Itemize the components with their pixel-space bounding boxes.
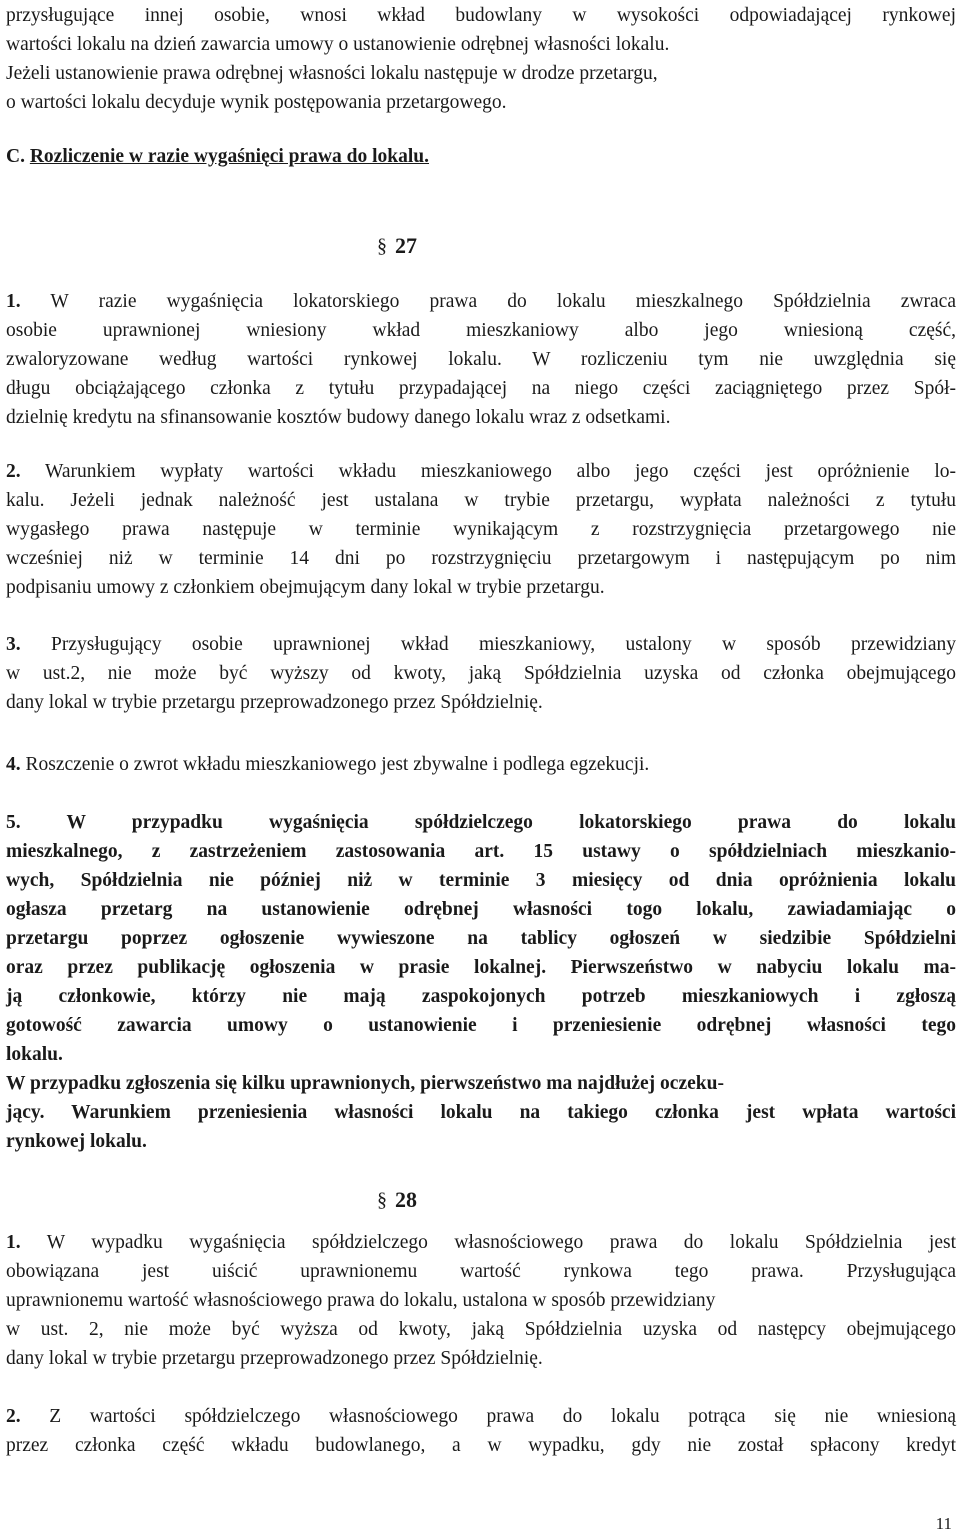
para28-item-1-line: uprawnionemu wartość własnościowego prawa do lokalu, ustalona w sposób przewidziany <box>6 1290 716 1311</box>
para27-item-3-line: dany lokal w trybie przetargu przeprowadzonego przez Spółdzielnię. <box>6 692 543 713</box>
para27-item-5-line: jący. Warunkiem przeniesienia własności lokalu na takiego członka jest wpłata wartości <box>6 1102 956 1123</box>
section-title: Rozliczenie w razie wygaśnięci prawa do lokalu. <box>29 146 430 167</box>
para27-item-2-line: podpisaniu umowy z członkiem obejmującym dany lokal w trybie przetargu. <box>6 577 605 598</box>
para28-item-2-line: 2. Z wartości spółdzielczego własnościowego prawa do lokalu potrąca się nie wniesioną <box>6 1406 956 1427</box>
item-number: 1. <box>6 1232 21 1253</box>
para27-item-5-line: oraz przez publikację ogłoszenia w prasie lokalnej. Pierwszeństwo w nabyciu lokalu ma- <box>6 957 956 978</box>
item-number: 4. <box>6 754 21 775</box>
para27-item-3-line: w ust.2, nie może być wyższy od kwoty, jaką Spółdzielnia uzyska od członka obejmującego <box>6 663 956 684</box>
para28-item-1-line: obowiązana jest uiścić uprawnionemu wartość rynkowa tego prawa. Przysługująca <box>6 1261 956 1282</box>
para28-item-1-line: 1. W wypadku wygaśnięcia spółdzielczego własnościowego prawa do lokalu Spółdzielnia jest <box>6 1232 956 1253</box>
para27-item-5-line: wych, Spółdzielnia nie później niż w terminie 3 miesięcy od dnia opróżnienia lokalu <box>6 870 956 891</box>
intro-line: o wartości lokalu decyduje wynik postępowania przetargowego. <box>6 92 507 113</box>
item-number: 2. <box>6 461 21 482</box>
paragraph-number: 28 <box>395 1187 417 1212</box>
item-number: 1. <box>6 291 21 312</box>
intro-line: wartości lokalu na dzień zawarcia umowy o ustanowienie odrębnej własności lokalu. <box>6 34 670 55</box>
section-heading <box>6 145 956 169</box>
para27-item-1-line: 1. W razie wygaśnięcia lokatorskiego prawa do lokalu mieszkalnego Spółdzielnia zwraca <box>6 291 956 312</box>
para27-item-2-line: 2. Warunkiem wypłaty wartości wkładu mieszkaniowego albo jego części jest opróżnienie lo- <box>6 461 956 482</box>
para27-item-5-line: ogłasza przetarg na ustanowienie odrębnej własności togo lokalu, zawiadamiając o <box>6 899 956 920</box>
para28-item-1-line: dany lokal w trybie przetargu przeprowadzonego przez Spółdzielnię. <box>6 1348 543 1369</box>
para27-item-5-line: gotowość zawarcia umowy o ustanowienie i przeniesienie odrębnej własności tego <box>6 1015 956 1036</box>
paragraph-number: 27 <box>395 233 417 258</box>
para27-item-2-line: kalu. Jeżeli jednak należność jest ustalana w trybie przetargu, wypłata należności z tytułu <box>6 490 956 511</box>
para27-item-5-line: rynkowej lokalu. <box>6 1131 147 1152</box>
item-number: 2. <box>6 1406 21 1427</box>
para27-item-1-line: zwaloryzowane według wartości rynkowej lokalu. W rozliczeniu tym nie uwzględnia się <box>6 349 956 370</box>
para28-item-1-line: w ust. 2, nie może być wyższa od kwoty, jaką Spółdzielnia uzyska od następcy obejmującego <box>6 1319 956 1340</box>
page-number: 11 <box>935 1514 952 1533</box>
intro-line: przysługujące innej osobie, wnosi wkład budowlany w wysokości odpowiadającej rynkowej <box>6 5 956 26</box>
para27-item-1-line: długu obciążającego członka z tytułu przypadającej na niego części zaciągniętego przez Spół- <box>6 378 956 399</box>
section-symbol: § <box>377 235 387 257</box>
para27-item-5-line: przetargu poprzez ogłoszenie wywieszone na tablicy ogłoszeń w siedzibie Spółdzielni <box>6 928 956 949</box>
para27-item-5-line: ją członkowie, którzy nie mają zaspokojonych potrzeb mieszkaniowych i zgłoszą <box>6 986 956 1007</box>
para27-item-2-line: wygasłego prawa następuje w terminie wynikającym z rozstrzygnięcia przetargowego nie <box>6 519 956 540</box>
item-number: 3. <box>6 634 21 655</box>
para27-item-5-line: lokalu. <box>6 1044 63 1065</box>
intro-line: Jeżeli ustanowienie prawa odrębnej własności lokalu następuje w drodze przetargu, <box>6 63 658 84</box>
para27-item-1-line: dzielnię kredytu na sfinansowanie kosztów budowy danego lokalu wraz z odsetkami. <box>6 407 671 428</box>
section-letter: C. <box>6 146 25 167</box>
para27-item-2-line: wcześniej niż w terminie 14 dni po rozstrzygnięciu przetargowym i następującym po nim <box>6 548 956 569</box>
section-symbol: § <box>377 1189 387 1211</box>
para27-item-3-line: 3. Przysługujący osobie uprawnionej wkład mieszkaniowy, ustalony w sposób przewidziany <box>6 634 956 655</box>
para27-item-5-line: W przypadku zgłoszenia się kilku uprawnionych, pierwszeństwo ma najdłużej oczeku- <box>6 1073 724 1094</box>
para27-item-5-line: 5. W przypadku wygaśnięcia spółdzielczego lokatorskiego prawa do lokalu <box>6 812 956 833</box>
para27-item-5-line: mieszkalnego, z zastrzeżeniem zastosowania art. 15 ustawy o spółdzielniach mieszkanio- <box>6 841 956 862</box>
paragraph-heading-27 <box>377 234 417 258</box>
para28-item-2-line: przez członka część wkładu budowlanego, a w wypadku, gdy nie został spłacony kredyt <box>6 1435 956 1456</box>
para27-item-1-line: osobie uprawnionej wniesiony wkład mieszkaniowy albo jego wniesioną część, <box>6 320 956 341</box>
item-number: 5. <box>6 812 21 833</box>
para27-item-4-line: 4. Roszczenie o zwrot wkładu mieszkaniowego jest zbywalne i podlega egzekucji. <box>6 754 650 775</box>
paragraph-heading-28 <box>377 1188 417 1212</box>
